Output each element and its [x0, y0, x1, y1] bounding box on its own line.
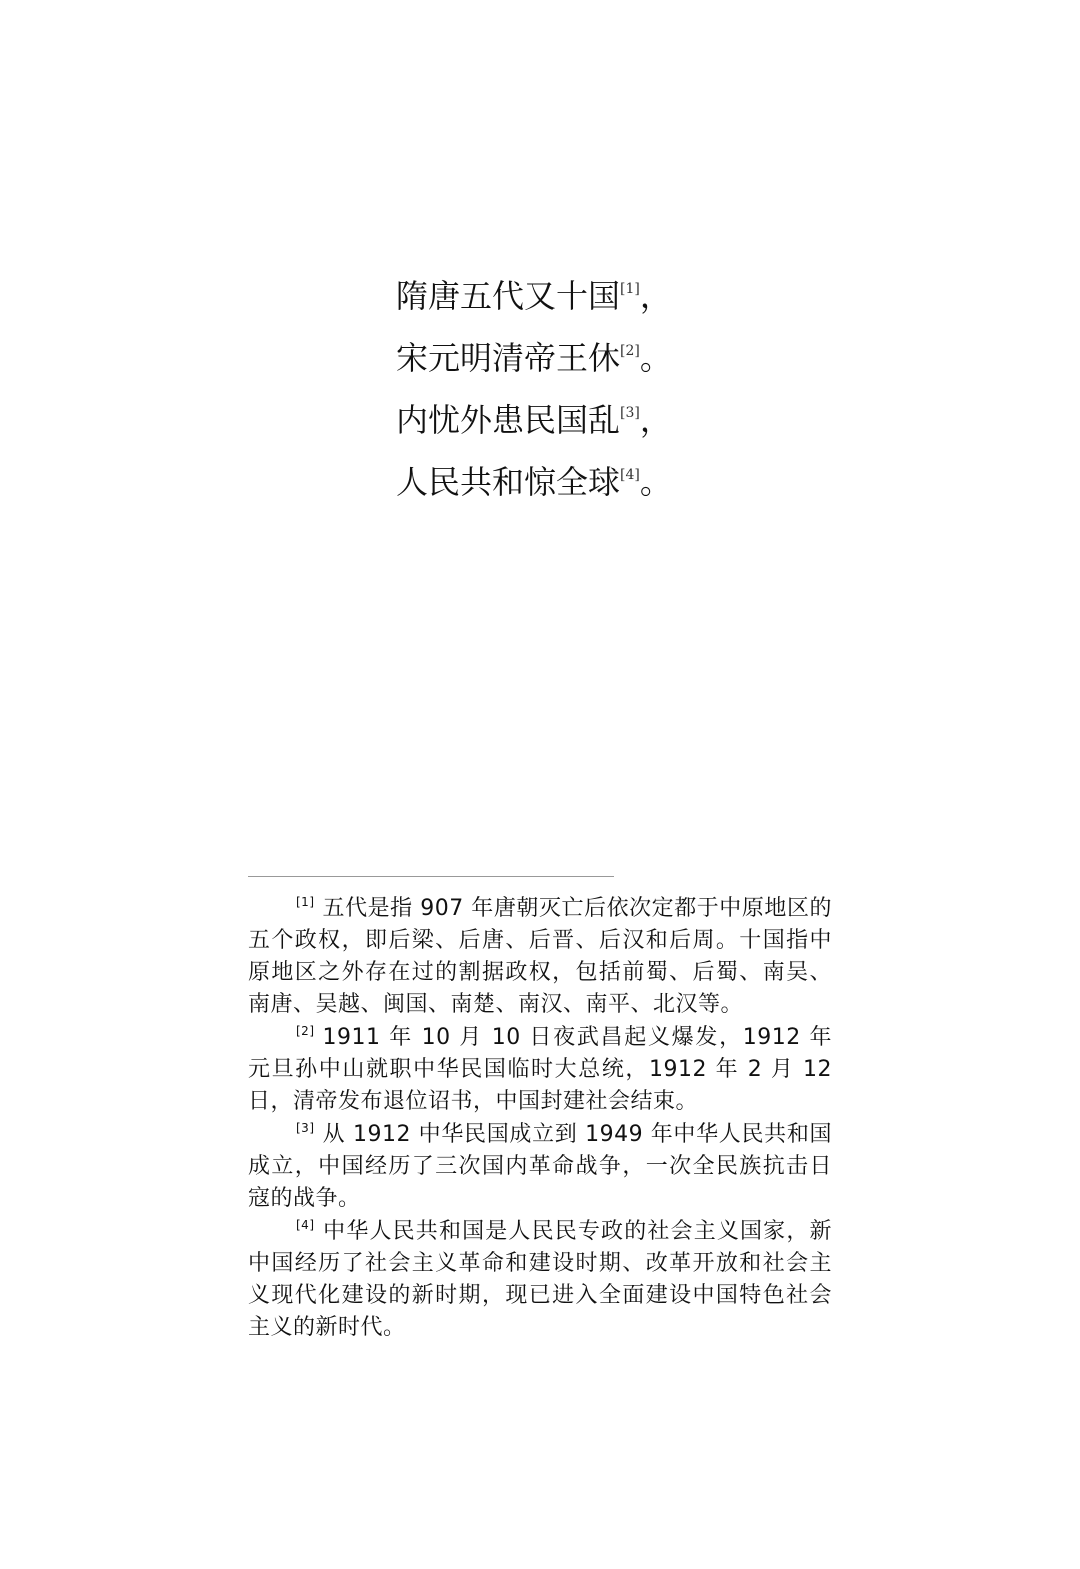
footnote-reference[interactable]: [4]	[620, 467, 640, 483]
footnote-reference[interactable]: [3]	[620, 405, 640, 421]
footnote	[248, 893, 832, 1021]
poem-line	[396, 327, 726, 389]
poem-line-punctuation: ，	[639, 277, 672, 315]
poem	[396, 265, 726, 513]
poem-line-text: 隋唐五代又十国	[396, 277, 621, 315]
poem-line-text: 内忧外患民国乱	[396, 401, 621, 439]
poem-line-text: 人民共和惊全球	[396, 463, 621, 501]
footnote-text: 从 1912 中华民国成立到 1949 年中华人民共和国成立，中国经历了三次国内革命战争，一次全民族抗击日寇的战争。	[248, 1122, 832, 1211]
footnote-mark: [4]	[296, 1218, 315, 1232]
footnote-reference[interactable]: [1]	[620, 281, 640, 297]
poem-line	[396, 265, 726, 327]
footnotes	[248, 893, 832, 1345]
footnote-text: 1911 年 10 月 10 日夜武昌起义爆发，1912 年元旦孙中山就职中华民国临时大总统，1912 年 2 月 12 日，清帝发布退位诏书，中国封建社会结束。	[248, 1025, 832, 1114]
footnote-mark: [1]	[296, 895, 315, 909]
footnote	[248, 1216, 832, 1344]
footnote-separator	[248, 876, 614, 877]
footnote-mark: [3]	[296, 1121, 315, 1135]
poem-line	[396, 451, 726, 513]
poem-line-text: 宋元明清帝王休	[396, 339, 621, 377]
poem-line-punctuation: 。	[639, 339, 672, 377]
footnote-mark: [2]	[296, 1024, 315, 1038]
footnote	[248, 1022, 832, 1118]
footnote-text: 中华人民共和国是人民民专政的社会主义国家，新中国经历了社会主义革命和建设时期、改革开放和社会主义现代化建设的新时期，现已进入全面建设中国特色社会主义的新时代。	[248, 1219, 832, 1340]
poem-line-punctuation: 。	[639, 463, 672, 501]
footnote	[248, 1119, 832, 1215]
footnote-text: 五代是指 907 年唐朝灭亡后依次定都于中原地区的五个政权，即后梁、后唐、后晋、后汉和后周。十国指中原地区之外存在过的割据政权，包括前蜀、后蜀、南吴、南唐、吴越、闽国、南楚、南汉、南平、北汉等。	[248, 896, 832, 1017]
footnote-reference[interactable]: [2]	[620, 343, 640, 359]
poem-line-punctuation: ，	[639, 401, 672, 439]
poem-line	[396, 389, 726, 451]
